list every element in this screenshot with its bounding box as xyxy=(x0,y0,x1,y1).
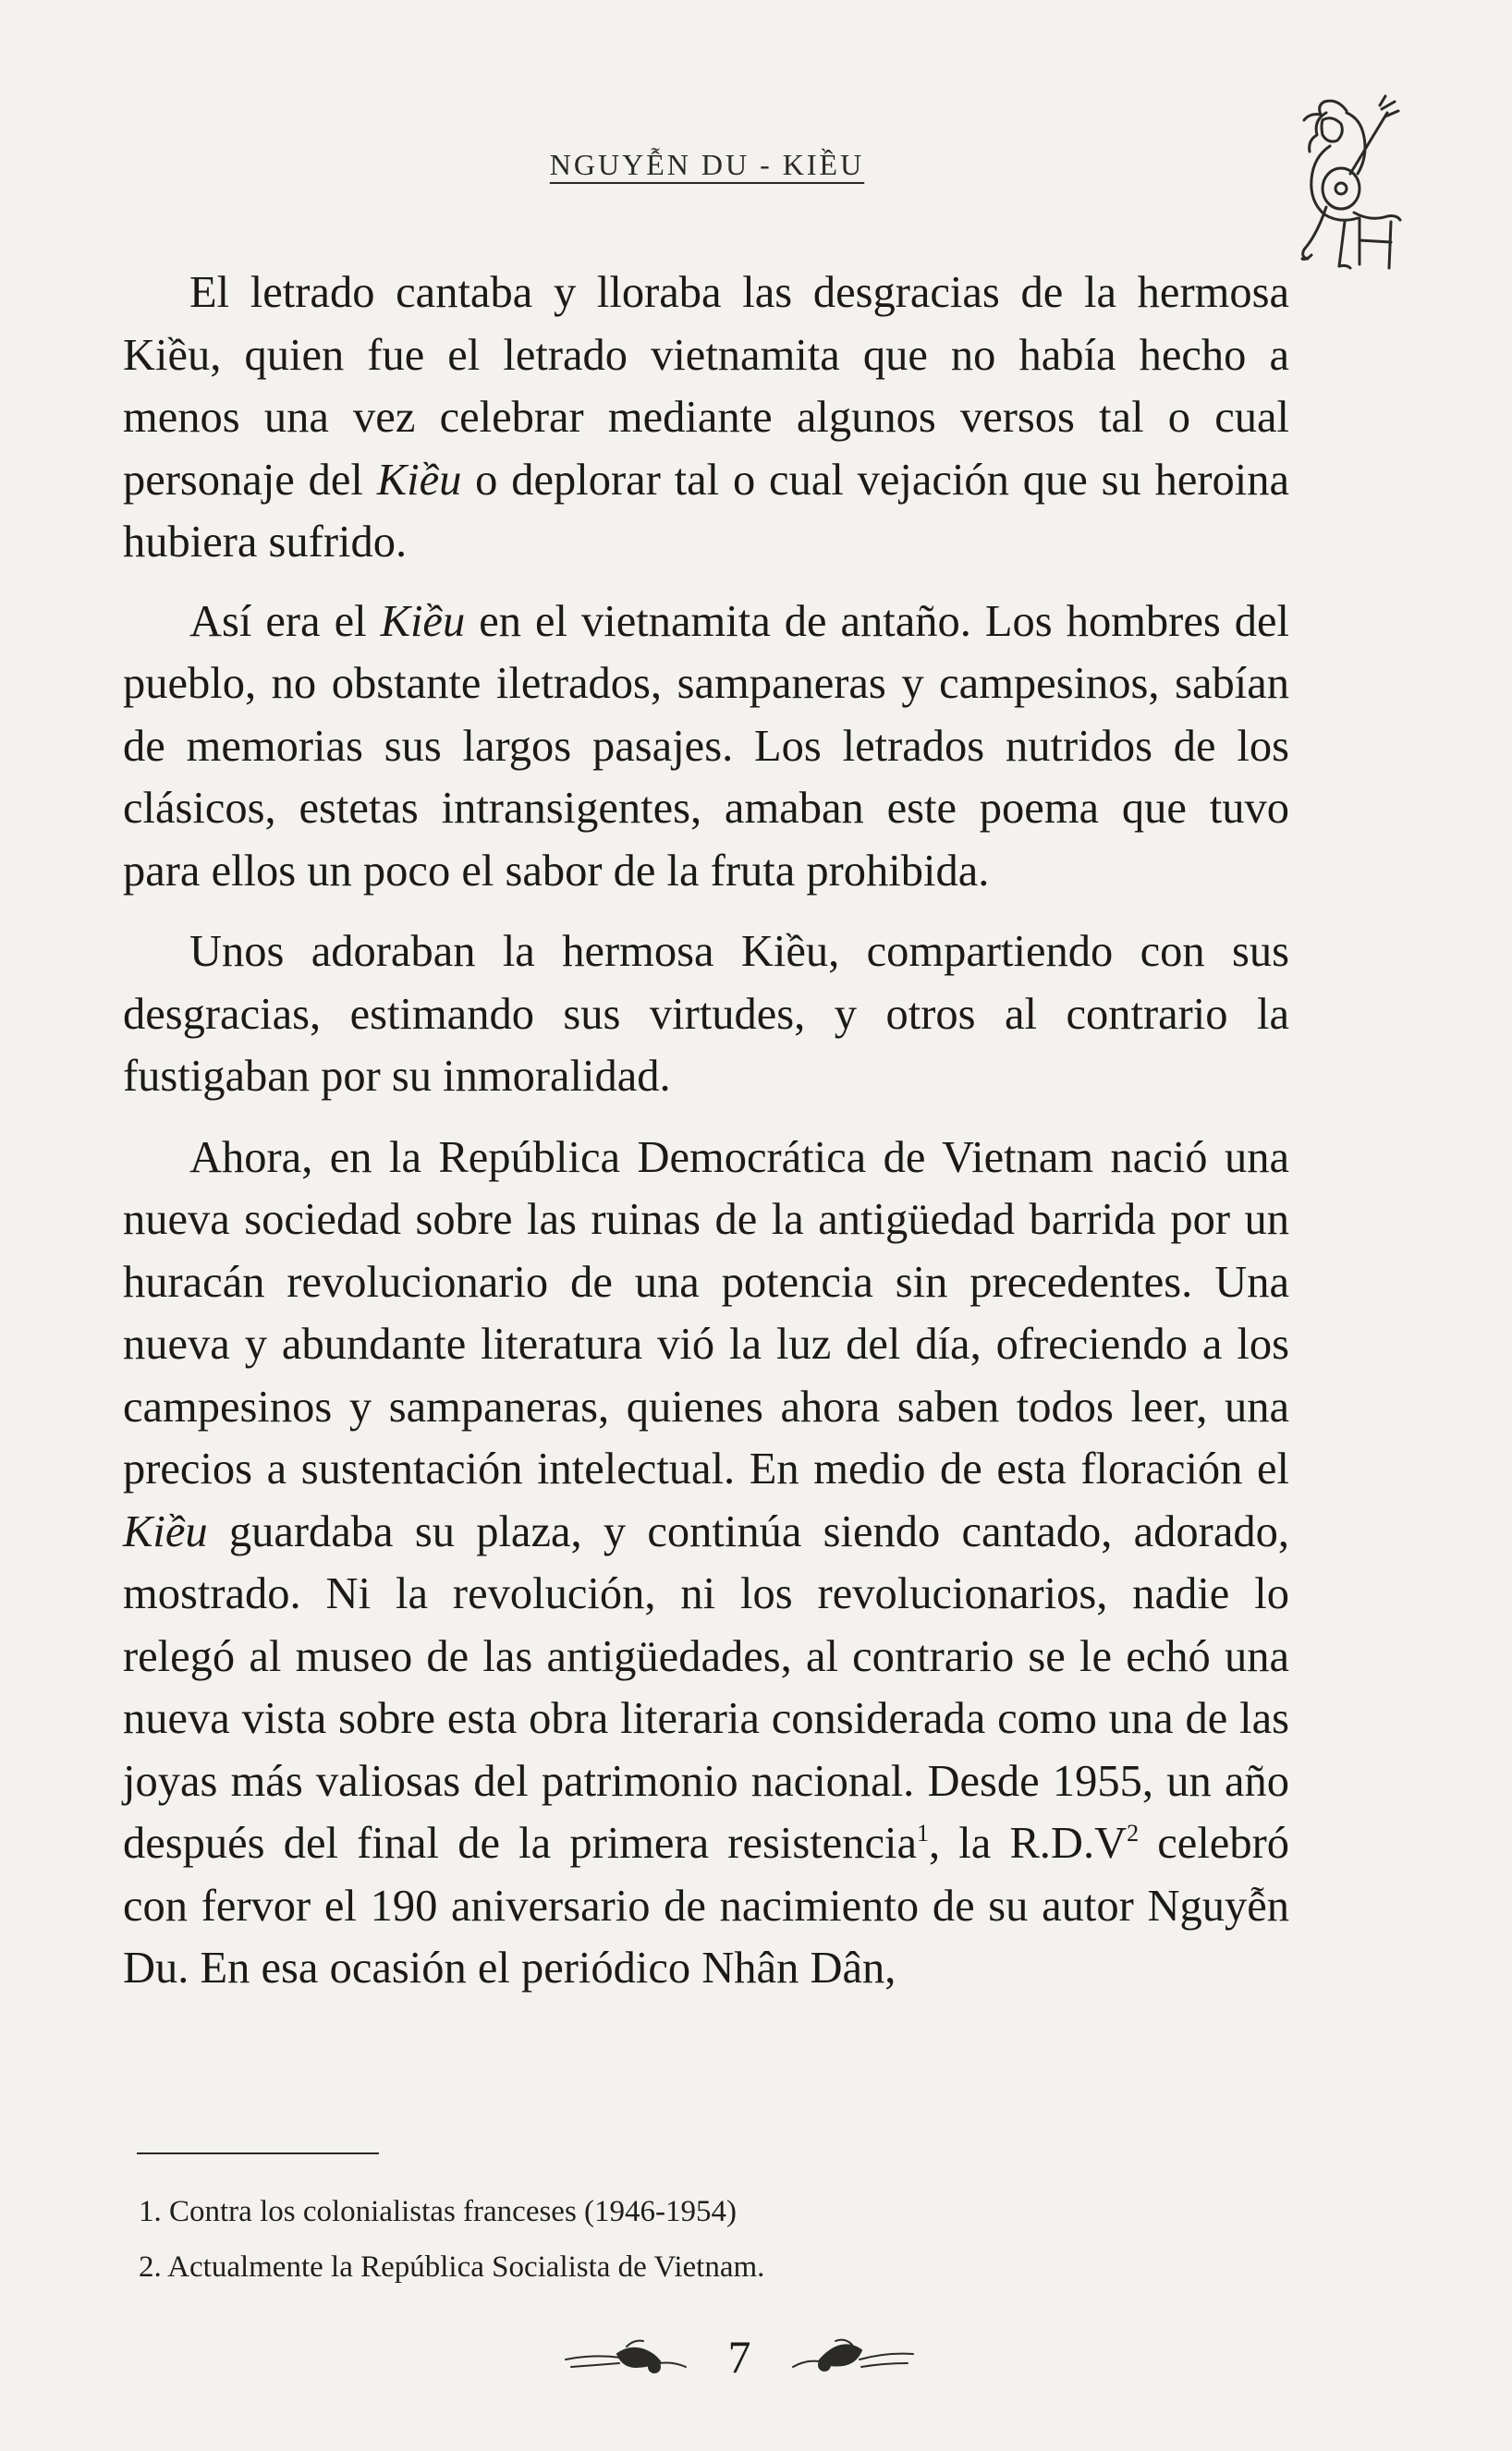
text-run: , la R.D.V xyxy=(928,1819,1128,1868)
footnote: 2. Actualmente la República Socialista de Vietnam. xyxy=(139,2250,765,2284)
italic-title: Kiều xyxy=(376,455,462,505)
paragraph xyxy=(123,1127,1289,2000)
text-run: El letrado cantaba y lloraba las desgracias de la hermosa Kiều, quien fue el letrado vietnamita que no había hecho a menos una vez celebrar mediante algunos versos tal o cual personaje del xyxy=(123,268,1289,505)
crane-ornament-icon xyxy=(787,2335,917,2378)
body-text xyxy=(123,262,1289,2018)
footnote-marker: 2 xyxy=(1127,1820,1140,1847)
paragraph xyxy=(123,262,1289,574)
text-run: Así era el xyxy=(189,596,381,646)
footnote-rule xyxy=(137,2152,379,2154)
paragraph xyxy=(123,921,1289,1108)
crane-ornament-icon xyxy=(562,2335,691,2378)
running-head: NGUYỄN DU - KIỀU xyxy=(549,148,865,181)
text-run: o deplorar tal o cual vejación que su heroina hubiera sufrido. xyxy=(123,455,1289,567)
text-run: en el vietnamita de antaño. Los hombres del pueblo, no obstante iletrados, sampaneras y campesinos, sabían de memorias sus largos pasajes. Los letrados nutridos de los clásicos, estetas intransigentes, amaban este poema que tuvo para ellos un poco el sabor de la fruta prohibida. xyxy=(123,596,1289,896)
paragraph xyxy=(123,591,1289,903)
text-run: guardaba su plaza, y continúa siendo cantado, adorado, mostrado. Ni la revolución, ni los revolucionarios, nadie lo relegó al museo de las antigüedades, al contrario se le echó una nueva vista sobre esta obra literaria considerada como una de las joyas más valiosas del patrimonio nacional. Desde 1955, un año después del final de la primera resistencia xyxy=(123,1506,1289,1868)
text-run: Ahora, en la República Democrática de Vietnam nació una nueva sociedad sobre las ruinas de la antigüedad barrida por un huracán revolucionario de una potencia sin precedentes. Una nueva y abundante literatura vió la luz del día, ofreciendo a los campesinos y sampaneras, quienes ahora saben todos leer, una precios a sustentación intelectual. En medio de esta floración el xyxy=(123,1132,1289,1494)
footnote-marker: 1 xyxy=(916,1820,929,1847)
page-footer xyxy=(545,2324,933,2389)
musician-with-lute-icon xyxy=(1289,92,1409,282)
italic-title: Kiều xyxy=(380,596,466,646)
text-run: celebró con fervor el 190 aniversario de nacimiento de su autor Nguyễn Du. En esa ocasión el periódico Nhân Dân, xyxy=(123,1819,1289,1993)
footnote: 1. Contra los colonialistas franceses (1946-1954) xyxy=(139,2195,738,2228)
footnotes xyxy=(139,2184,1155,2295)
text-run: Unos adoraban la hermosa Kiều, compartiendo con sus desgracias, estimando sus virtudes, y otros al contrario la fustigaban por su inmoralidad. xyxy=(123,927,1289,1101)
italic-title: Kiều xyxy=(123,1506,208,1556)
page-number: 7 xyxy=(727,2331,751,2383)
